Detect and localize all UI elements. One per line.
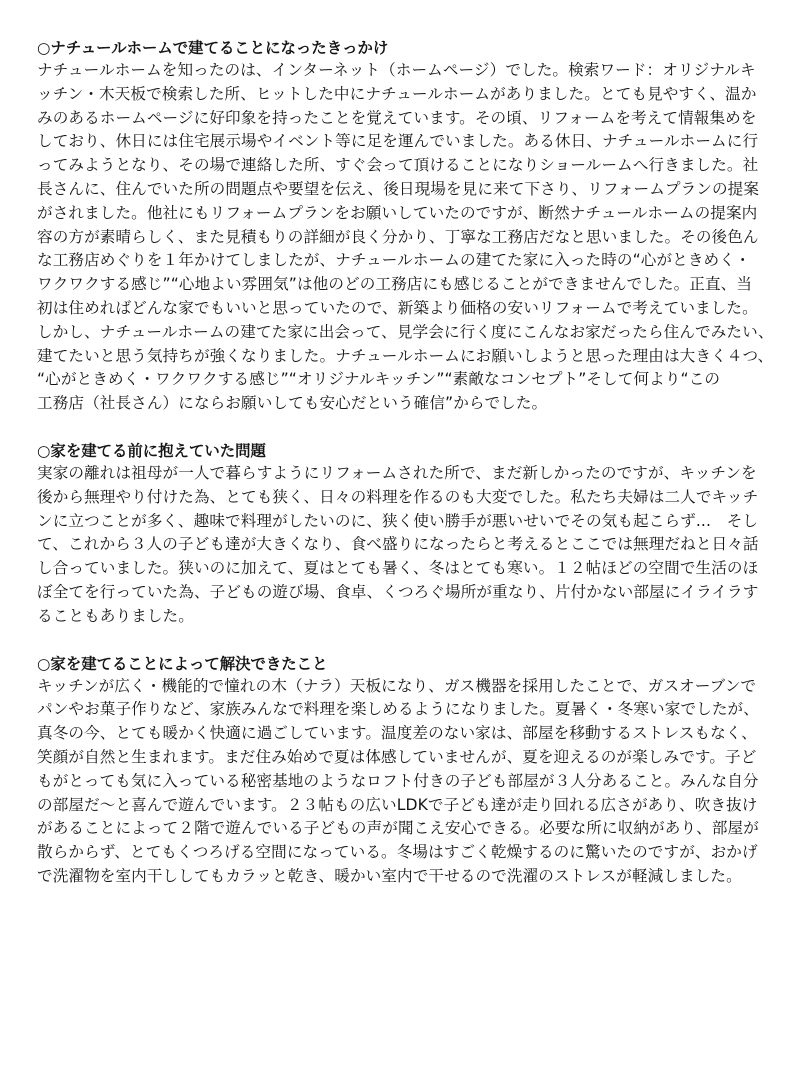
paragraph-line: 笑顔が自然と生まれます。まだ住み始めで夏は体感していませんが、夏を迎えるのが楽しみです。子ど [37,747,757,766]
paragraph-line: 散らからず、とてもくつろげる空間になっている。冬場はすごく乾燥するのに驚いたのですが、おかげ [37,843,758,862]
paragraph-line: ることもありました。 [37,606,194,625]
section-solutions [37,654,764,889]
paragraph-line: がされました。他社にもリフォームプランをお願いしていたのですが、断然ナチュールホームの提案内 [37,203,758,222]
paragraph-line: 真冬の今、とても暖かく快適に過ごしています。温度差のない家は、部屋を移動するストレスもなく、 [37,724,757,743]
paragraph-line: で洗濯物を室内干ししてもカラッと乾き、暖かい室内で干せるので洗濯のストレスが軽減しました。 [37,866,742,885]
paragraph-line: の部屋だ～と喜んで遊んでいます。２３帖もの広いLDKで子ども達が走り回れる広さがあり、吹き抜け [37,795,758,814]
paragraph-line: があることによって２階で遊んでいる子どもの声が聞こえ安心できる。必要な所に収納があり、部屋が [37,819,759,838]
section-problems [37,441,764,629]
paragraph-line: て、これから３人の子ども達が大きくなり、食べ盛りになったらと考えるとここでは無理だねと日々話 [37,535,759,554]
paragraph-line: しかし、ナチュールホームの建てた家に出会って、見学会に行く度にこんなお家だったら住んでみたい、 [37,322,774,341]
paragraph-line: ってみようとなり、その場で連絡した所、すぐ会って頂けることになりショールームへ行きました。社 [37,156,759,175]
paragraph-line: ワクワクする感じ”“心地よい雰囲気”は他のどの工務店にも感じることができませんでした。正直、当 [37,275,753,294]
paragraph-line: 初は住めればどんな家でもいいと思っていたので、新築より価格の安いリフォームで考えていました。 [37,298,758,317]
paragraph-line: し合っていました。狭いのに加えて、夏はとても暑く、冬はとても寒い。１２帖ほどの空間で生活のほ [37,559,759,578]
paragraph-line: ナチュールホームを知ったのは、インターネット（ホームページ）でした。検索ワード：オリジナルキ [37,61,756,79]
paragraph-line: みのあるホームページに好印象を持ったことを覚えています。その頃、リフォームを考えて情報集めを [37,108,757,127]
paragraph-line: もがとっても気に入っている秘密基地のようなロフト付きの子ども部屋が３人分あること。みんな自分 [37,771,759,790]
paragraph-line: キッチンが広く・機能的で憧れの木（ナラ）天板になり、ガス機器を採用したことで、ガスオーブンで [37,676,757,695]
section-heading: ○ナチュールホームで建てることになったきっかけ [37,39,389,57]
paragraph-line: ぼ全てを行っていた為、子どもの遊び場、食卓、くつろぐ場所が重なり、片付かない部屋にイライラす [37,582,759,601]
paragraph-line: 工務店（社長さん）にならお願いしても安心だという確信”からでした。 [37,394,548,413]
paragraph-line: 長さんに、住んでいた所の問題点や要望を伝え、後日現場を見に来て下さり、リフォームプランの提案 [37,179,760,198]
paragraph-line: ンに立つことが多く、趣味で料理がしたいのに、狭く使い勝手が悪いせいでその気も起こらず... そし [37,511,759,530]
paragraph-line: 後から無理やり付けた為、とても狭く、日々の料理を作るのも大変でした。私たち夫婦は二人でキッチ [37,487,759,506]
section-heading: ○家を建てることによって解決できたこと [37,654,328,673]
paragraph-line: 実家の離れは祖母が一人で暮らすようにリフォームされた所で、まだ新しかったのですが、キッチンを [37,463,757,482]
paragraph-line: 建てたいと思う気持ちが強くなりました。ナチュールホームにお願いしようと思った理由は大きく４つ、 [37,346,774,365]
section-heading: ○家を建てる前に抱えていた問題 [37,441,266,460]
paragraph-line: “心がときめく・ワクワクする感じ”“オリジナルキッチン”“素敵なコンセプト”そして何より“この [37,370,721,389]
paragraph-line: な工務店めぐりを１年かけてしましたが、ナチュールホームの建てた家に入った時の“心がときめく・ [37,251,751,270]
paragraph-line: パンやお菓子作りなど、家族みんなで料理を楽しめるようになりました。夏暑く・冬寒い家でしたが、 [37,700,759,719]
paragraph-line: ッチン・木天板で検索した所、ヒットした中にナチュールホームがありました。とても見やすく、温か [37,84,757,103]
paragraph-line: 容の方が素晴らしく、また見積もりの詳細が良く分かり、丁寧な工務店だなと思いました。その後色ん [37,227,759,246]
paragraph-line: しており、休日には住宅展示場やイベント等に足を運んでいました。ある休日、ナチュールホームに行 [37,132,759,151]
section-trigger [37,38,774,416]
